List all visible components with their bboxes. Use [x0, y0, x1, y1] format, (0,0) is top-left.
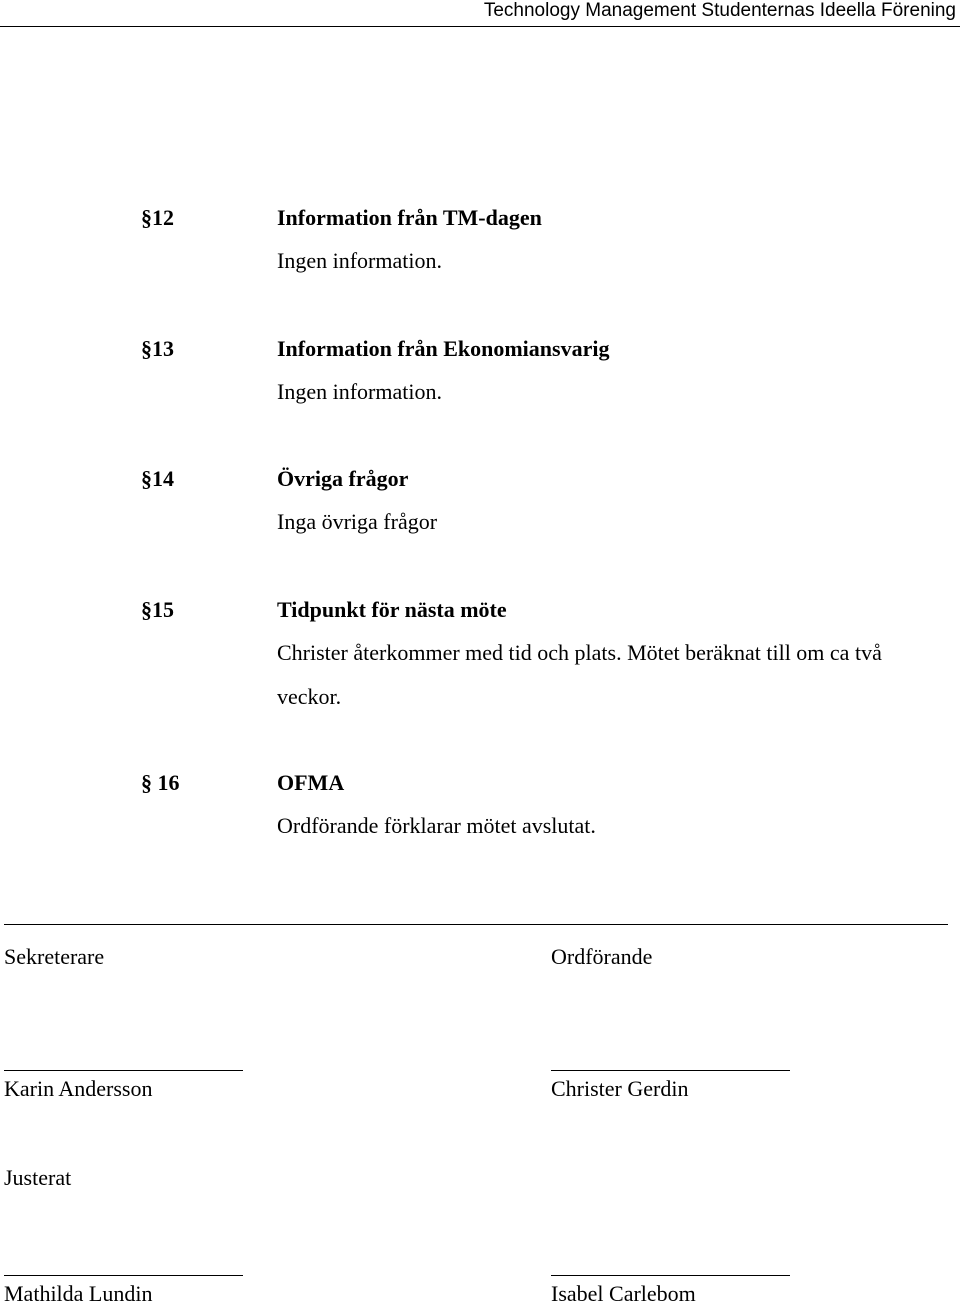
section-16-number: § 16 [141, 770, 180, 795]
section-12-body: Ingen information. [277, 248, 442, 273]
chair-name: Christer Gerdin [551, 1076, 689, 1101]
section-13-number: §13 [141, 336, 174, 361]
adjuster-1-name: Mathilda Lundin [4, 1281, 153, 1306]
document-header: Technology Management Studenternas Ideella Förening [483, 0, 956, 21]
section-14-body: Inga övriga frågor [277, 509, 438, 534]
chair-role: Ordförande [551, 944, 653, 969]
signature-line-adjuster-2 [551, 1275, 790, 1276]
section-14-title: Övriga frågor [277, 466, 409, 491]
secretary-name: Karin Andersson [4, 1076, 153, 1101]
signature-line-adjuster-1 [4, 1275, 243, 1276]
signature-line-chair [551, 1070, 790, 1071]
section-15-body: Christer återkommer med tid och plats. Mötet beräknat till om ca två veckor. [277, 640, 882, 709]
section-16-body: Ordförande förklarar mötet avslutat. [277, 813, 596, 838]
adjusted-label: Justerat [4, 1165, 72, 1190]
signature-line-secretary [4, 1070, 243, 1071]
header-divider [0, 26, 960, 27]
section-14-number: §14 [141, 466, 174, 491]
section-15-number: §15 [141, 597, 174, 622]
section-12-title: Information från TM-dagen [277, 205, 542, 230]
signature-line-main [4, 924, 948, 925]
section-13-body: Ingen information. [277, 379, 442, 404]
section-13-title: Information från Ekonomiansvarig [277, 336, 610, 361]
section-12-number: §12 [141, 205, 174, 230]
section-15-title: Tidpunkt för nästa möte [277, 597, 507, 622]
section-16-title: OFMA [277, 770, 345, 795]
secretary-role: Sekreterare [4, 944, 105, 969]
adjuster-2-name: Isabel Carlebom [551, 1281, 696, 1306]
